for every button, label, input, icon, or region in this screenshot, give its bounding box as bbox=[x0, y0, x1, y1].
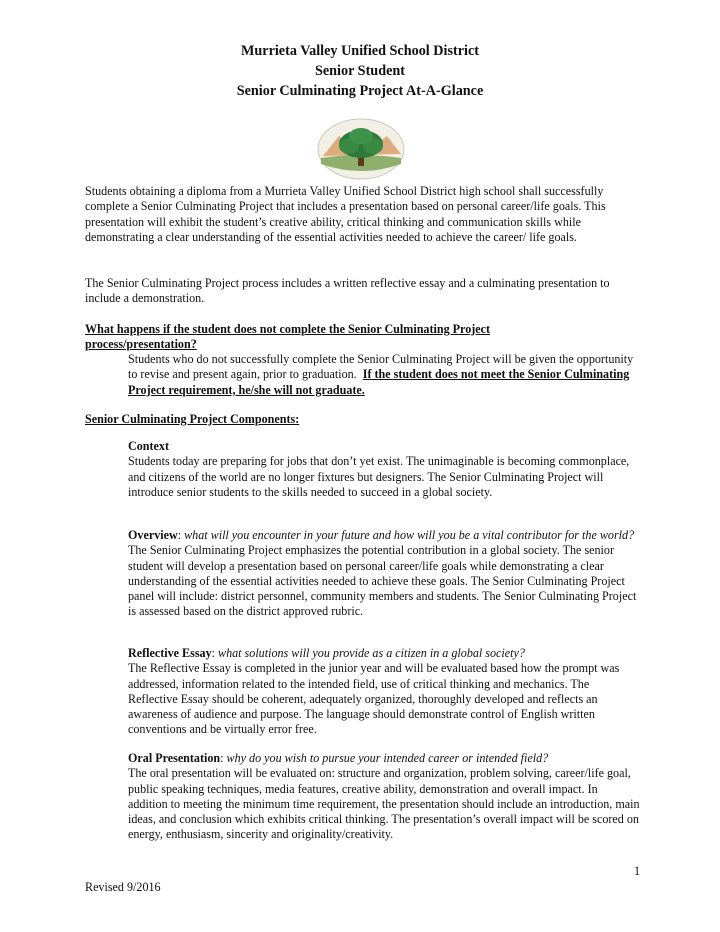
fail-body-text: Students who do not successfully complete the Senior Culminating Project will be given the opportunity to revise and present again, prior to graduation. bbox=[128, 352, 634, 382]
page-number: 1 bbox=[633, 864, 640, 878]
process-paragraph: The Senior Culminating Project process includes a written reflective essay and a culminating presentation to include a demonstration. bbox=[85, 276, 610, 306]
title-project: Senior Culminating Project At-A-Glance bbox=[236, 83, 484, 99]
oral-label: Oral Presentation bbox=[128, 751, 221, 765]
essay-question: what solutions will you provide as a citizen in a global society? bbox=[218, 646, 525, 660]
context-section bbox=[128, 439, 640, 500]
context-label: Context bbox=[128, 439, 169, 453]
intro-paragraph: Students obtaining a diploma from a Murrieta Valley Unified School District high school shall successfully complete a Senior Culminating Project that includes a presentation based on personal career/life goals. This presentation will exhibit the student’s creative ability, critical thinking and communication skills while demonstrating a clear understanding of the essential activities needed to achieve the career/ life goals. bbox=[85, 184, 606, 244]
oral-question: why do you wish to pursue your intended career or intended field? bbox=[226, 751, 549, 765]
components-heading: Senior Culminating Project Components: bbox=[85, 412, 300, 426]
overview-body: The Senior Culminating Project emphasizes the potential contribution in a global society. The senior student will develop a presentation based on personal career/life goals while demonstrating a clear understanding of the essential activities needed to achieve these goals. The Senior Culminating Project panel will include: district personnel, community members and students. The Senior Culminating Project is assessed based on the district approved rubric. bbox=[128, 543, 637, 619]
essay-body: The Reflective Essay is completed in the junior year and will be evaluated based how the prompt was addressed, information related to the intended field, use of critical thinking and mechanics. The Reflective Essay should be coherent, adequately organized, thoroughly developed and reflects an awareness of audience and purpose. The language should demonstrate control of English written conventions and be virtually error free. bbox=[128, 661, 620, 737]
essay-section: Reflective Essay: what solutions will you provide as a citizen in a global society? The Reflective Essay is completed in the junior year and will be evaluated based how the prompt was addressed, information related to the intended field, use of critical thinking and mechanics. The Reflective Essay should be coherent, adequately organized, thoroughly developed and reflects an awareness of audience and purpose. The language should demonstrate control of English written conventions and be virtually error free. bbox=[128, 646, 640, 738]
overview-question: what will you encounter in your future and how will you be a vital contributor for the world? bbox=[184, 528, 635, 542]
context-body: Students today are preparing for jobs that don’t yet exist. The unimaginable is becoming commonplace, and citizens of the world are no longer fixtures but designers. The Senior Culminating Project will introduce senior students to the skills needed to succeed in a global society. bbox=[128, 454, 630, 499]
revised-date: Revised 9/2016 bbox=[85, 880, 161, 894]
title-district: Murrieta Valley Unified School District bbox=[240, 43, 479, 59]
overview-section: Overview: what will you encounter in your future and how will you be a vital contributor for the world? The Senior Culminating Project emphasizes the potential contribution in a global society. The senior student will develop a presentation based on personal career/life goals while demonstrating a clear understanding of the essential activities needed to achieve these goals. The Senior Culminating Project panel will include: district personnel, community members and students. The Senior Culminating Project is assessed based on the district approved rubric. bbox=[128, 528, 640, 620]
oral-section: Oral Presentation: why do you wish to pursue your intended career or intended field? The oral presentation will be evaluated on: structure and organization, problem solving, career/life goal, public speaking techniques, media features, creative ability, demonstration and overall impact. In addition to meeting the minimum time requirement, the presentation should include an introduction, main ideas, and conclusion which exhibits critical thinking. The presentation’s overall impact will be scored on energy, enthusiasm, sincerity and originality/creativity. bbox=[128, 751, 640, 842]
fail-heading: What happens if the student does not complete the Senior Culminating Project process/presentation? bbox=[85, 322, 491, 352]
essay-label: Reflective Essay bbox=[128, 646, 212, 660]
oral-body: The oral presentation will be evaluated on: structure and organization, problem solving, career/life goal, public speaking techniques, media features, creative ability, demonstration and overall impact. In addition to meeting the minimum time requirement, the presentation should include an introduction, main ideas, and conclusion which exhibits critical thinking. The presentation’s overall impact will be scored on energy, enthusiasm, sincerity and originality/creativity. bbox=[128, 766, 640, 842]
fail-emphasis: If the student does not meet the Senior Culminating Project requirement, he/she will not graduate. bbox=[128, 367, 630, 397]
title-senior-student: Senior Student bbox=[314, 63, 405, 79]
fail-body bbox=[128, 352, 640, 398]
overview-label: Overview bbox=[128, 528, 178, 542]
oak-tree-logo-icon bbox=[317, 118, 405, 180]
